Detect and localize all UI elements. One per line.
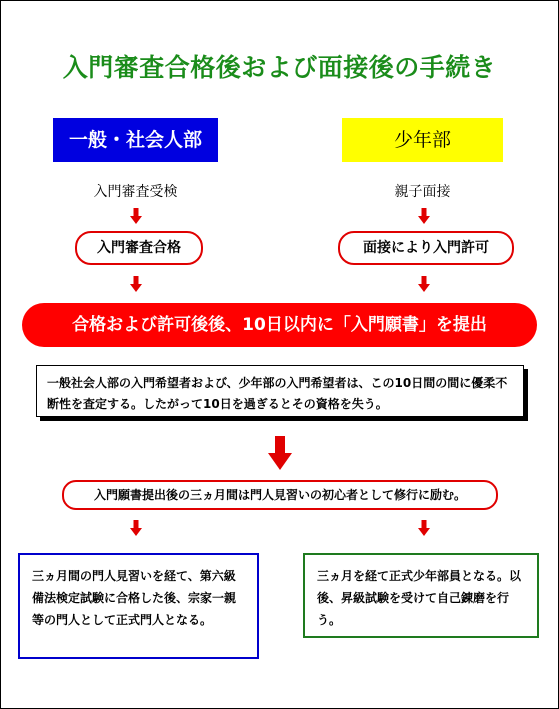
down-arrow-icon (268, 436, 292, 470)
page-title: 入門審査合格後および面接後の手続き (62, 53, 497, 82)
down-arrow-icon (130, 208, 142, 224)
youth-outcome-panel: 三ヵ月を経て正式少年部員となる。以後、昇級試験を受けて自己錬磨を行う。 (303, 553, 539, 638)
entrance-exam-label: 入門審査受検 (93, 184, 178, 200)
youth-division-header: 少年部 (342, 118, 503, 162)
down-arrow-icon (130, 276, 142, 292)
down-arrow-icon (130, 520, 142, 536)
down-arrow-icon (418, 208, 430, 224)
down-arrow-icon (418, 276, 430, 292)
general-adult-division-header: 一般・社会人部 (53, 118, 218, 162)
exam-passed-pill: 入門審査合格 (75, 231, 203, 265)
parent-child-interview-label: 親子面接 (394, 184, 451, 200)
application-deadline-banner: 合格および許可後後、10日以内に「入門願書」を提出 (22, 303, 537, 347)
admission-permitted-pill: 面接により入門許可 (338, 231, 514, 265)
down-arrow-icon (418, 520, 430, 536)
adult-outcome-panel: 三ヵ月間の門人見習いを経て、第六級備法検定試験に合格した後、宗家一親等の門人として正式門人となる。 (18, 553, 259, 659)
probation-period-pill: 入門願書提出後の三ヵ月間は門人見習いの初心者として修行に励む。 (62, 480, 498, 510)
eligibility-notice: 一般社会人部の入門希望者および、少年部の入門希望者は、この10日間の間に優柔不断性を査定する。したがって10日を過ぎるとその資格を失う。 (36, 365, 524, 417)
